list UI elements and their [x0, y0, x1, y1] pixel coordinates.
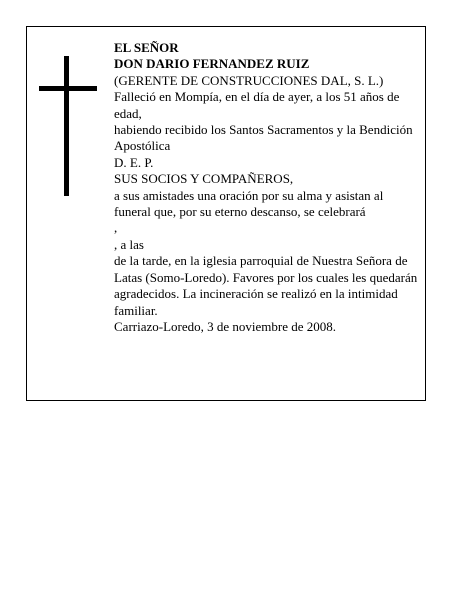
- place-and-date: Carriazo-Loredo, 3 de noviembre de 2008.: [114, 318, 337, 334]
- cross-horizontal-bar: [39, 86, 97, 91]
- notice-heading: EL SEÑOR: [114, 40, 179, 55]
- cross-vertical-bar: [64, 56, 69, 196]
- cross-icon: [39, 56, 97, 196]
- notice-text: [114, 40, 419, 335]
- death-statement: Falleció en Mompía, en el día de ayer, a los 51 años de edad,: [114, 89, 400, 121]
- deceased-name: DON DARIO FERNANDEZ RUIZ: [114, 56, 310, 72]
- funeral-date-placeholder: ,: [114, 220, 118, 236]
- funeral-time-placeholder: , a las: [114, 236, 144, 252]
- sacraments-statement: habiendo recibido los Santos Sacramentos y la Bendición Apostólica: [114, 122, 413, 154]
- funeral-location: de la tarde, en la iglesia parroquial de Nuestra Señora de Latas (Somo-Loredo). Favores por los cuales les quedarán agradecidos. La incineración se realizó en la intimidad familiar.: [114, 253, 418, 318]
- rest-in-peace: D. E. P.: [114, 154, 154, 170]
- deceased-position: (GERENTE DE CONSTRUCCIONES DAL, S. L.): [114, 72, 384, 88]
- mourners: SUS SOCIOS Y COMPAÑEROS,: [114, 171, 294, 187]
- funeral-request: a sus amistades una oración por su alma y asistan al funeral que, por su eterno descanso, se celebrará: [114, 187, 384, 220]
- obituary-notice: [26, 26, 426, 401]
